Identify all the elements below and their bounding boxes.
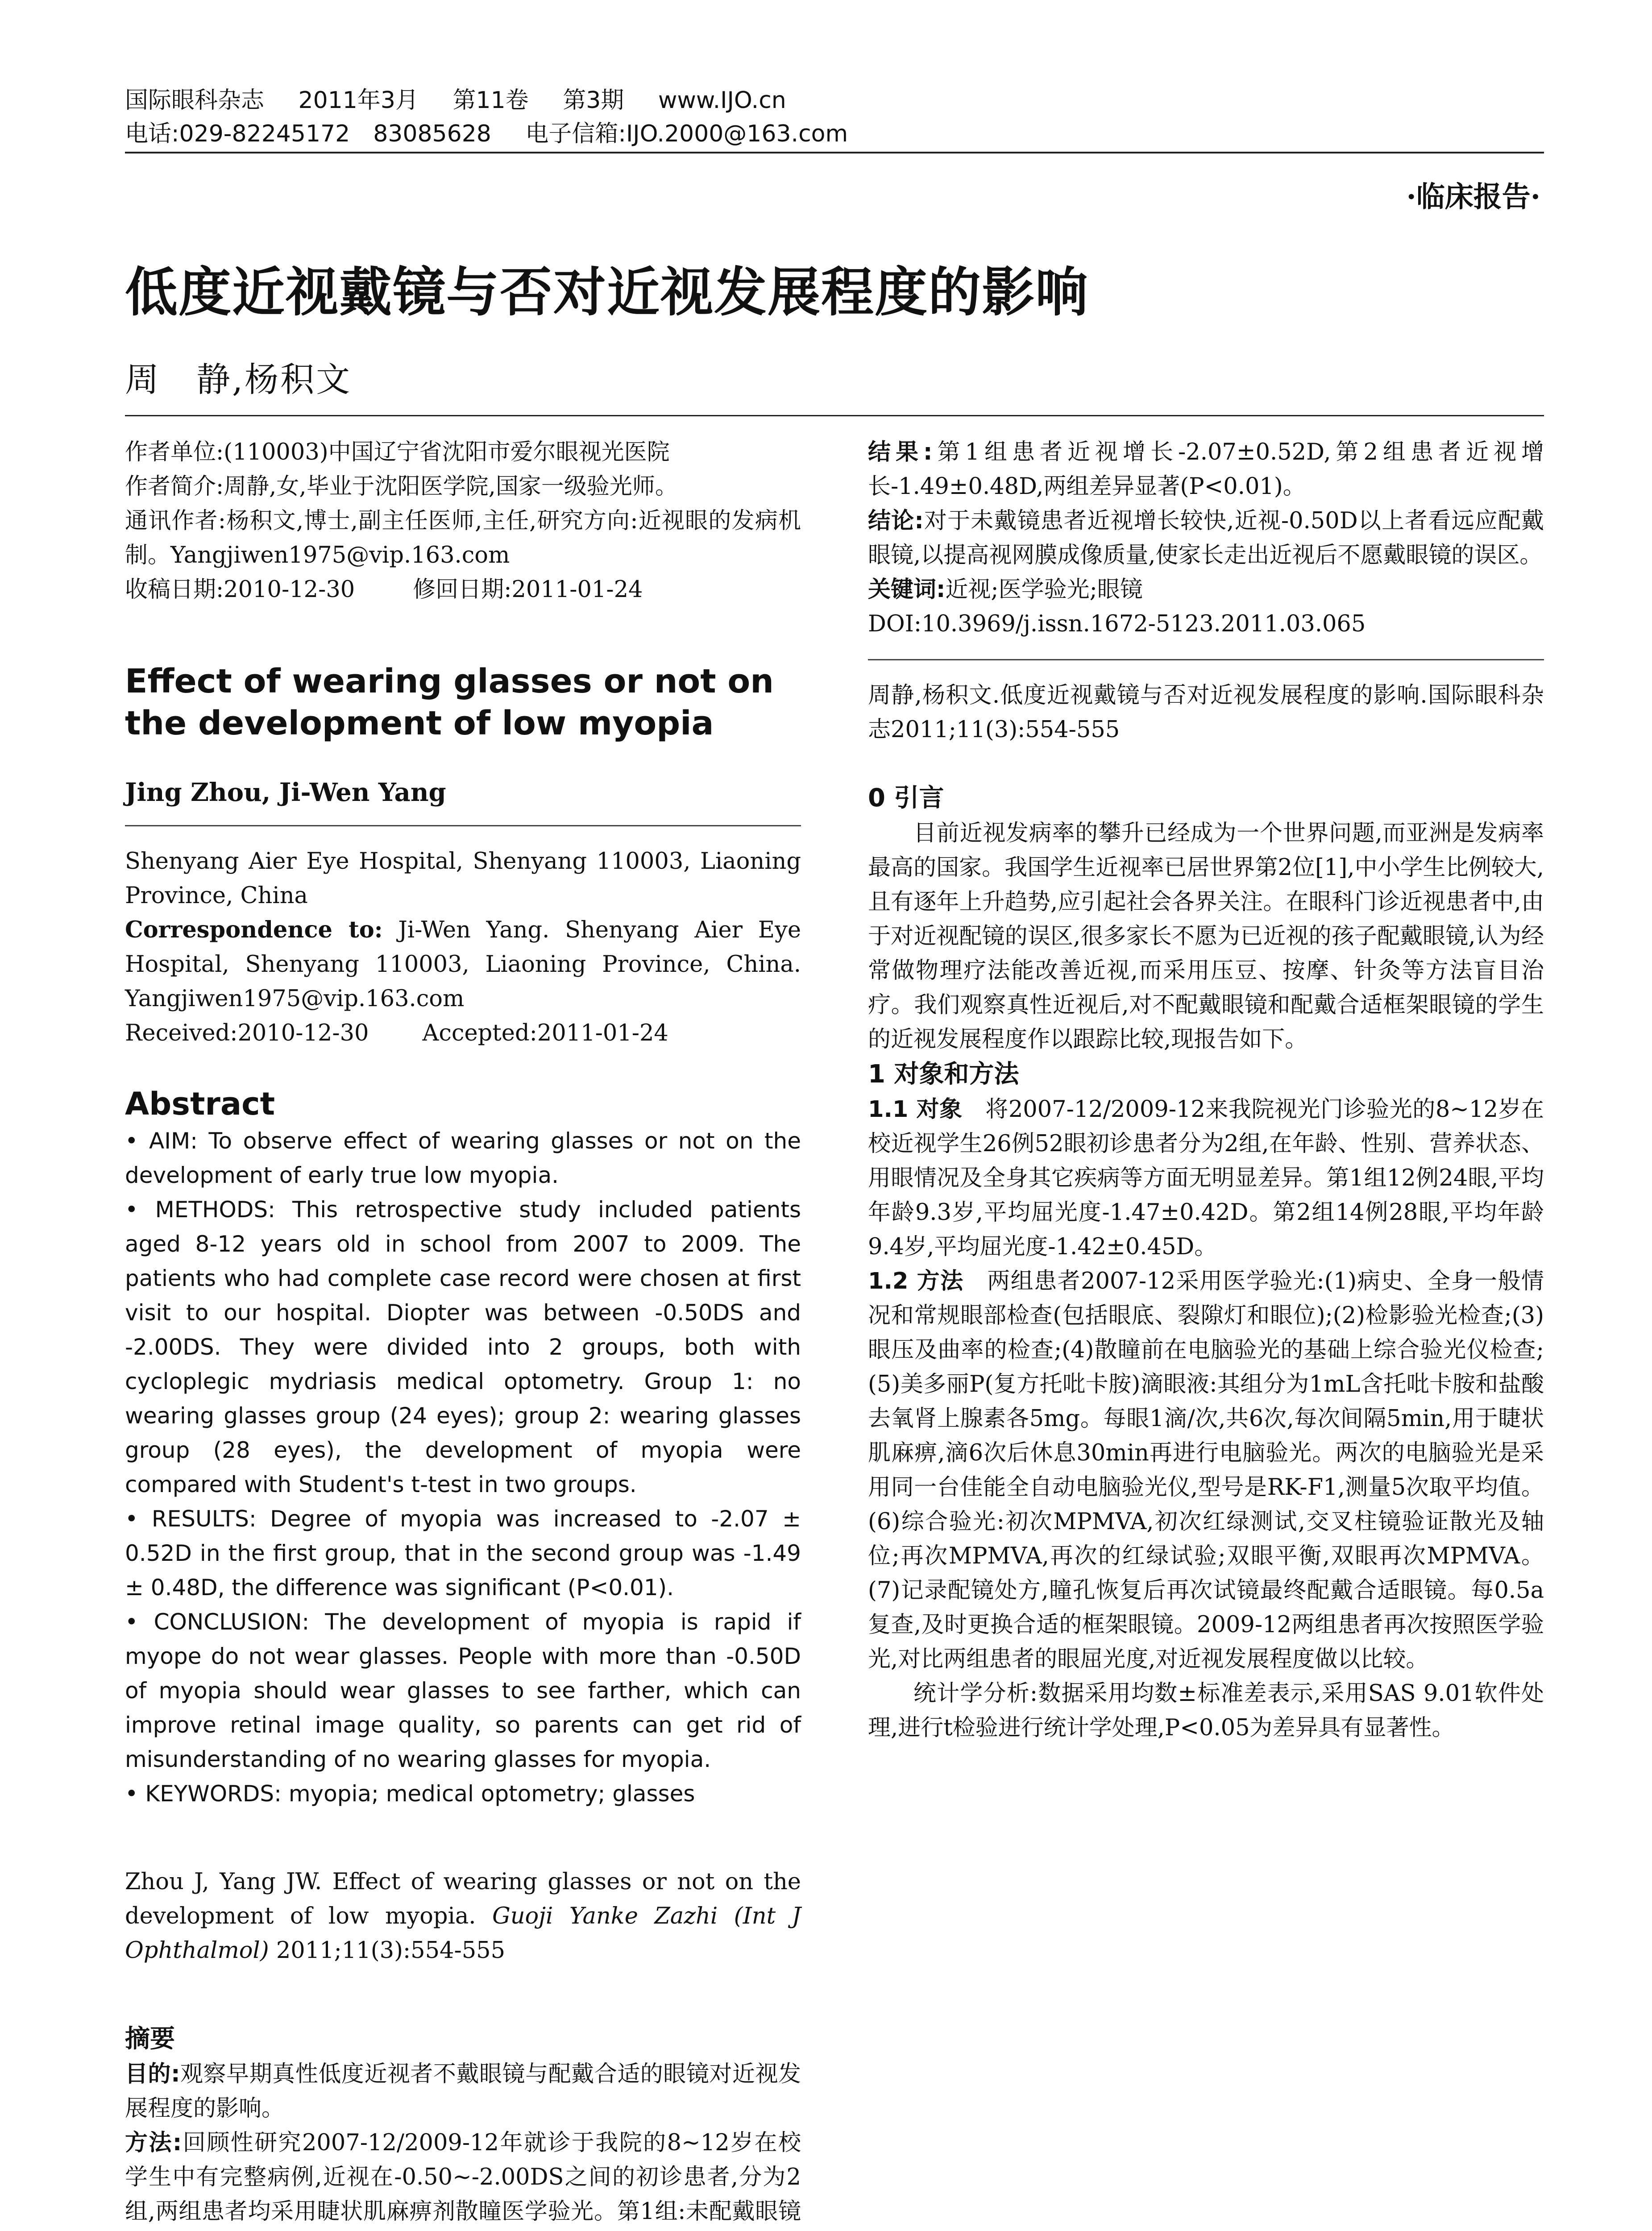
author-bio: 作者简介:周静,女,毕业于沈阳医学院,国家一级验光师。 <box>125 473 678 500</box>
intro-paragraph: 目前近视发病率的攀升已经成为一个世界问题,而亚洲是发病率最高的国家。我国学生近视率已居世界第2位[1],中小学生比例较大,且有逐年上升趋势,应引起社会各界关注。在眼科门诊近视患者中,由于对近视配镜的误区,很多家长不愿为已近视的孩子配戴眼镜,认为经常做物理疗法能改善近视,而采用压豆、按摩、针灸等方法盲目治疗。我们观察真性近视后,对不配戴眼镜和配戴合适框架眼镜的学生的近视发展程度作以跟踪比较,现报告如下。 <box>868 820 1544 1053</box>
cn-keywords-text: 近视;医学验光;眼镜 <box>945 576 1143 603</box>
cn-results-text: 第1组患者近视增长-2.07±0.52D,第2组患者近视增长-1.49±0.48D,两组差异显著(P<0.01)。 <box>868 439 1544 500</box>
author-correspondence: 通讯作者:杨积文,博士,副主任医师,主任,研究方向:近视眼的发病机制。Yangjiwen1975@vip.163.com <box>125 508 801 568</box>
cn-abstract-results <box>868 435 1544 504</box>
abstract-results: • RESULTS: Degree of myopia was increased to -2.07 ± 0.52D in the first group, that in the second group was -1.49 ± 0.48D, the difference was significant (P<0.01). <box>125 1506 801 1601</box>
cn-methods-label: 方法: <box>125 2130 182 2156</box>
cn-conclusion-label: 结论: <box>868 508 924 534</box>
authors-cn: 周 静,杨积文 <box>125 360 352 399</box>
abstract-methods: • METHODS: This retrospective study included patients aged 8-12 years old in school from 2007 to 2009. The patients who had complete case record were chosen at first visit to our hospital. Diopter was between -0.50DS and -2.00DS. They were divided into 2 groups, both with cycloplegic mydriasis medical optometry. Group 1: no wearing glasses group (24 eyes); group 2: wearing glasses group (28 eyes), the development of myopia were compared with Student's t-test in two groups. <box>125 1197 801 1497</box>
citation-journal: Guoji Yanke Zazhi (Int J Ophthalmol) <box>125 1903 801 1964</box>
received-revised-dates <box>125 572 801 607</box>
citation-en <box>125 1865 801 1968</box>
section-1-2 <box>868 1264 1544 1676</box>
phone: 电话:029-82245172 83085628 <box>125 120 491 147</box>
received-en: Received:2010-12-30 <box>125 1020 369 1046</box>
cn-keywords-label: 关键词: <box>868 576 946 603</box>
section-1-1-label: 1.1 对象 <box>868 1096 963 1123</box>
article-title-en: Effect of wearing glasses or not on the development of low myopia <box>125 662 774 742</box>
journal-name: 国际眼科杂志 <box>125 87 265 114</box>
abstract-conclusion: • CONCLUSION: The development of myopia is rapid if myope do not wear glasses. People with more than -0.50D of myopia should wear glasses to see farther, which can improve retinal image quality, so parents can get rid of misunderstanding of no wearing glasses for myopia. <box>125 1609 801 1772</box>
methods-heading: 1 对象和方法 <box>868 1060 1019 1089</box>
cn-results-label: 结果: <box>868 439 933 465</box>
right-column <box>868 435 1544 1745</box>
cn-abstract-heading: 摘要 <box>125 2024 175 2053</box>
accepted-en: Accepted:2011-01-24 <box>422 1020 668 1046</box>
left-column <box>125 435 801 2231</box>
cn-abstract-aim <box>125 2057 801 2126</box>
abstract-aim: • AIM: To observe effect of wearing glasses or not on the development of early true low myopia. <box>125 1128 801 1188</box>
correspondence-label: Correspondence to: <box>125 916 383 943</box>
received-accepted-en <box>125 1016 801 1050</box>
journal-header-line2 <box>125 118 875 149</box>
cn-keywords <box>868 572 1544 607</box>
intro-heading: 0 引言 <box>868 784 944 813</box>
issue-date: 2011年3月 <box>298 87 419 114</box>
received-date: 收稿日期:2010-12-30 <box>125 576 355 603</box>
abstract-heading: Abstract <box>125 1086 275 1122</box>
cn-methods-text: 回顾性研究2007-12/2009-12年就诊于我院的8~12岁在校学生中有完整病例,近视在-0.50~-2.00DS之间的初诊患者,分为2组,两组患者均采用睫状肌麻痹剂散瞳医学验光。第1组:未配戴眼镜 <box>125 2130 801 2225</box>
email-link[interactable]: 电子信箱:IJO.2000@163.com <box>525 120 848 147</box>
author-unit: 作者单位:(110003)中国辽宁省沈阳市爱尔眼视光医院 <box>125 439 670 465</box>
section-1-2-text: 两组患者2007-12采用医学验光:(1)病史、全身一般情况和常规眼部检查(包括眼底、裂隙灯和眼位);(2)检影验光检查;(3)眼压及曲率的检查;(4)散瞳前在电脑验光的基础上综合验光仪检查;(5)美多丽P(复方托吡卡胺)滴眼液:其组分为1mL含托吡卡胺和盐酸去氧肾上腺素各5mg。每眼1滴/次,共6次,每次间隔5min,用于睫状肌麻痹,滴6次后休息30min再进行电脑验光。两次的电脑验光是采用同一台佳能全自动电脑验光仪,型号是RK-F1,测量5次取平均值。(6)综合验光:初次MPMVA,初次红绿测试,交叉柱镜验证散光及轴位;再次MPMVA,再次的红绿试验;双眼平衡,双眼再次MPMVA。(7)记录配镜处方,瞳孔恢复后再次试镜最终配戴合适眼镜。每0.5a复查,及时更换合适的框架眼镜。2009-12两组患者再次按照医学验光,对比两组患者的眼屈光度,对近视发展程度做以比较。 <box>868 1268 1544 1672</box>
doi: DOI:10.3969/j.issn.1672-5123.2011.03.065 <box>868 611 1366 637</box>
correspondence-en <box>125 913 801 1016</box>
section-1-1-text: 将2007-12/2009-12来我院视光门诊验光的8~12岁在校近视学生26例52眼初诊患者分为2组,在年龄、性别、营养状态、用眼情况及全身其它疾病等方面无明显差异。第1组12例24眼,平均年龄9.3岁,平均屈光度-1.47±0.42D。第2组14例28眼,平均年龄9.4岁,平均屈光度-1.42±0.45D。 <box>868 1096 1544 1260</box>
website-link[interactable]: www.IJO.cn <box>658 87 786 114</box>
section-1-2-label: 1.2 方法 <box>868 1268 964 1294</box>
authors-en: Jing Zhou, Ji-Wen Yang <box>125 778 446 807</box>
abstract-keywords: • KEYWORDS: myopia; medical optometry; glasses <box>125 1781 695 1807</box>
cn-aim-text: 观察早期真性低度近视者不戴眼镜与配戴合适的眼镜对近视发展程度的影响。 <box>125 2061 801 2122</box>
revised-date: 修回日期:2011-01-24 <box>413 576 643 603</box>
section-1-1 <box>868 1092 1544 1264</box>
title-rule <box>125 415 1544 416</box>
citation-cn: 周静,杨积文.低度近视戴镜与否对近视发展程度的影响.国际眼科杂志2011;11(3):554-555 <box>868 682 1544 743</box>
section-tag: ·临床报告· <box>1406 180 1540 214</box>
cn-abstract-methods <box>125 2126 801 2231</box>
cn-abstract-conclusion <box>868 504 1544 572</box>
correspondence-text: Ji-Wen Yang. Shenyang Aier Eye Hospital, Shenyang 110003, Liaoning Province, China. Yangjiwen1975@vip.163.com <box>125 917 801 1012</box>
article-title-cn: 低度近视戴镜与否对近视发展程度的影响 <box>125 261 1089 323</box>
header-rule <box>125 152 1544 153</box>
citation-tail: 2011;11(3):554-555 <box>276 1937 506 1964</box>
issue: 第3期 <box>563 87 624 114</box>
citation-authors: Zhou J, Yang JW. Effect of wearing glasses or not on the development of low myopia. <box>125 1869 801 1929</box>
cn-aim-label: 目的: <box>125 2061 180 2087</box>
journal-header-line1 <box>125 85 813 116</box>
cn-conclusion-text: 对于未戴镜患者近视增长较快,近视-0.50D以上者看远应配戴眼镜,以提高视网膜成像质量,使家长走出近视后不愿戴眼镜的误区。 <box>868 508 1544 568</box>
affiliation-en: Shenyang Aier Eye Hospital, Shenyang 110003, Liaoning Province, China <box>125 848 801 909</box>
statistics-paragraph: 统计学分析:数据采用均数±标准差表示,采用SAS 9.01软件处理,进行t检验进行统计学处理,P<0.05为差异具有显著性。 <box>868 1680 1544 1741</box>
volume: 第11卷 <box>452 87 529 114</box>
